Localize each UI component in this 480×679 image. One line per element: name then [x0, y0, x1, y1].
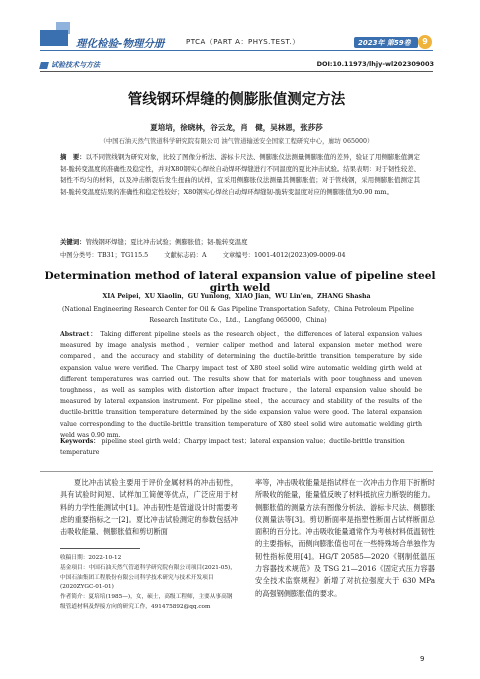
- cn-authors: 夏培培，徐晓林，谷云龙，肖 健，吴林恩，张莎莎: [150, 123, 323, 132]
- clc-number: 中图分类号：TB31；TG115.5: [60, 252, 149, 259]
- body-column-right: 率等，冲击吸收能量是指试样在一次冲击力作用下折断时所吸收的能量，能量值反映了材料抵抗应力断裂的能力。侧膨胀值的测量方法有图像分析法、游标卡尺法、侧膨胀仪测量法等[3]。剪切断面率是指塑性断面占试样断面总面积的百分比。冲击吸收能量通常作为考核材料低温韧性的主要指标，而侧向膨胀值也可在一些特殊场合单独作为韧性指标使用[4]。HG/T 20585—2020《钢制低温压力容器技术规范》及 TSG 21—2016《固定式压力容器安全技术监察规程》新增了对抗拉强度大于 630 MPa 的高强钢侧膨胀值的要求。: [255, 478, 435, 598]
- issue-number-badge: 9: [418, 35, 432, 49]
- cn-meta: [60, 250, 440, 259]
- header-rule: [40, 50, 433, 51]
- cn-title: 管线钢环焊缝的侧膨胀值测定方法: [127, 92, 346, 108]
- doi[interactable]: DOI:10.11973/lhjy-wl202309003: [316, 60, 434, 68]
- cn-keywords-label: 关键词：: [60, 238, 86, 246]
- column-tag: 试验技术与方法: [51, 61, 100, 69]
- page-number: 9: [420, 655, 425, 663]
- en-abstract-label: Abstract：: [60, 331, 98, 338]
- cn-abstract-label: 摘 要：: [60, 153, 86, 161]
- en-keywords-text: pipeline steel girth weld；Charpy impact test；lateral expansion value；ductile-brittle transition temperature: [60, 438, 405, 456]
- en-keywords: [60, 436, 422, 458]
- cn-keywords-text: 管线钢环焊缝；夏比冲击试验；侧膨胀值；韧-脆转变温度: [85, 238, 248, 246]
- en-authors: XIA Peipei，XU Xiaolin，GU Yunlong，XIAO Jian，WU Lin'en，ZHANG Shasha: [102, 293, 371, 300]
- en-affiliation: (National Engineering Research Center for Oil & Gas Pipeline Transportation Safety，China Petroleum Pipeline Research Institute Co.，Ltd.，Langfang 065000，China): [62, 306, 414, 324]
- journal-name: 理化检验-物理分册: [76, 38, 165, 50]
- footnote-author: 作者简介：夏培培(1985—)，女，硕士，高级工程师，主要从事高钢级管道材料及焊接方向的研究工作，491475892@qq.com: [60, 594, 233, 610]
- section-rule: [40, 71, 433, 72]
- footnote-fund: 基金项目：中国石油天然气管道科学研究院有限公司项目(2021-05)，中国石油集团工程股份有限公司科学技术研究与技术开发项目(2020ZYGC-01-01): [60, 564, 236, 591]
- en-keywords-label: Keywords：: [60, 438, 100, 445]
- column-tag-icon: [39, 62, 49, 69]
- cn-abstract: [60, 152, 420, 198]
- cn-abstract-text: 以不同管线钢为研究对象，比较了图像分析法、游标卡尺法、侧膨胀仪法测量侧膨胀值的差异，验证了用侧膨胀值测定韧-脆转变温度的准确性及稳定性，并对X80钢实心焊丝自动焊环焊缝进行不同温度的夏比冲击试验。结果表明：对于韧性较差、韧性不均匀的材料，以及冲击断裂后发生扭曲的试样，宜采用侧膨胀仪法测量其侧膨胀值；对于管线钢，采用侧膨胀值测定其韧-脆转变温度结果的准确性和稳定性较好；X80钢实心焊丝自动焊环焊缝韧-脆转变温度对应的侧膨胀值为0.90 mm。: [60, 153, 420, 196]
- cn-affiliation: （中国石油天然气管道科学研究院有限公司 油气管道输送安全国家工程研究中心，廊坊 065000）: [99, 138, 374, 145]
- journal-subtitle: PTCA（PART A：PHYS.TEST.）: [186, 38, 300, 46]
- footnote-rule: [60, 548, 140, 549]
- en-abstract-text: Taking different pipeline steels as the research object，the differences of lateral expansion values measured by image analysis method，vernier caliper method and lateral expansion meter method were compared，and the accuracy and stability of determining the ductile-brittle transition temperature by side expansion value were verified. The Charpy impact test of X80 steel solid wire automatic welding girth weld at different temperatures was carried out. The results show that for materials with poor toughness and uneven toughness，as well as samples with distortion after impact fracture，the lateral expansion value should be measured by lateral expansion instrument. For pipeline steel，the accuracy and stability of the results of the ductile-brittle transition temperature determined by the side expansion value were good. The lateral expansion value corresponding to the ductile-brittle transition temperature of X80 steel solid wire automatic welding girth weld was 0.90 mm.: [60, 331, 423, 439]
- article-number: 文章编号：1001-4012(2023)09-0009-04: [222, 252, 346, 259]
- en-title: Determination method of lateral expansion value of pipeline steel girth weld: [44, 270, 436, 294]
- body-rule: [40, 471, 433, 472]
- issue-label: 2023年 第59卷: [358, 39, 411, 47]
- document-code: 文献标志码：A: [164, 252, 207, 259]
- footnote-received: 收稿日期：2022-10-12: [60, 555, 122, 561]
- journal-logo-icon-base: [40, 30, 68, 46]
- en-abstract: [60, 329, 422, 441]
- footnotes: [60, 554, 238, 613]
- body-column-left: 夏比冲击试验主要用于评价金属材料的冲击韧性，具有试验时间短、试样加工简便等优点，广泛应用于材料的力学性能测试中[1]。冲击韧性是管道设计时需要考虑的重要指标之一[2]。夏比冲击试验测定的参数包括冲击吸收能量、侧膨胀值和剪切断面: [60, 478, 238, 537]
- cn-keywords: [60, 237, 420, 246]
